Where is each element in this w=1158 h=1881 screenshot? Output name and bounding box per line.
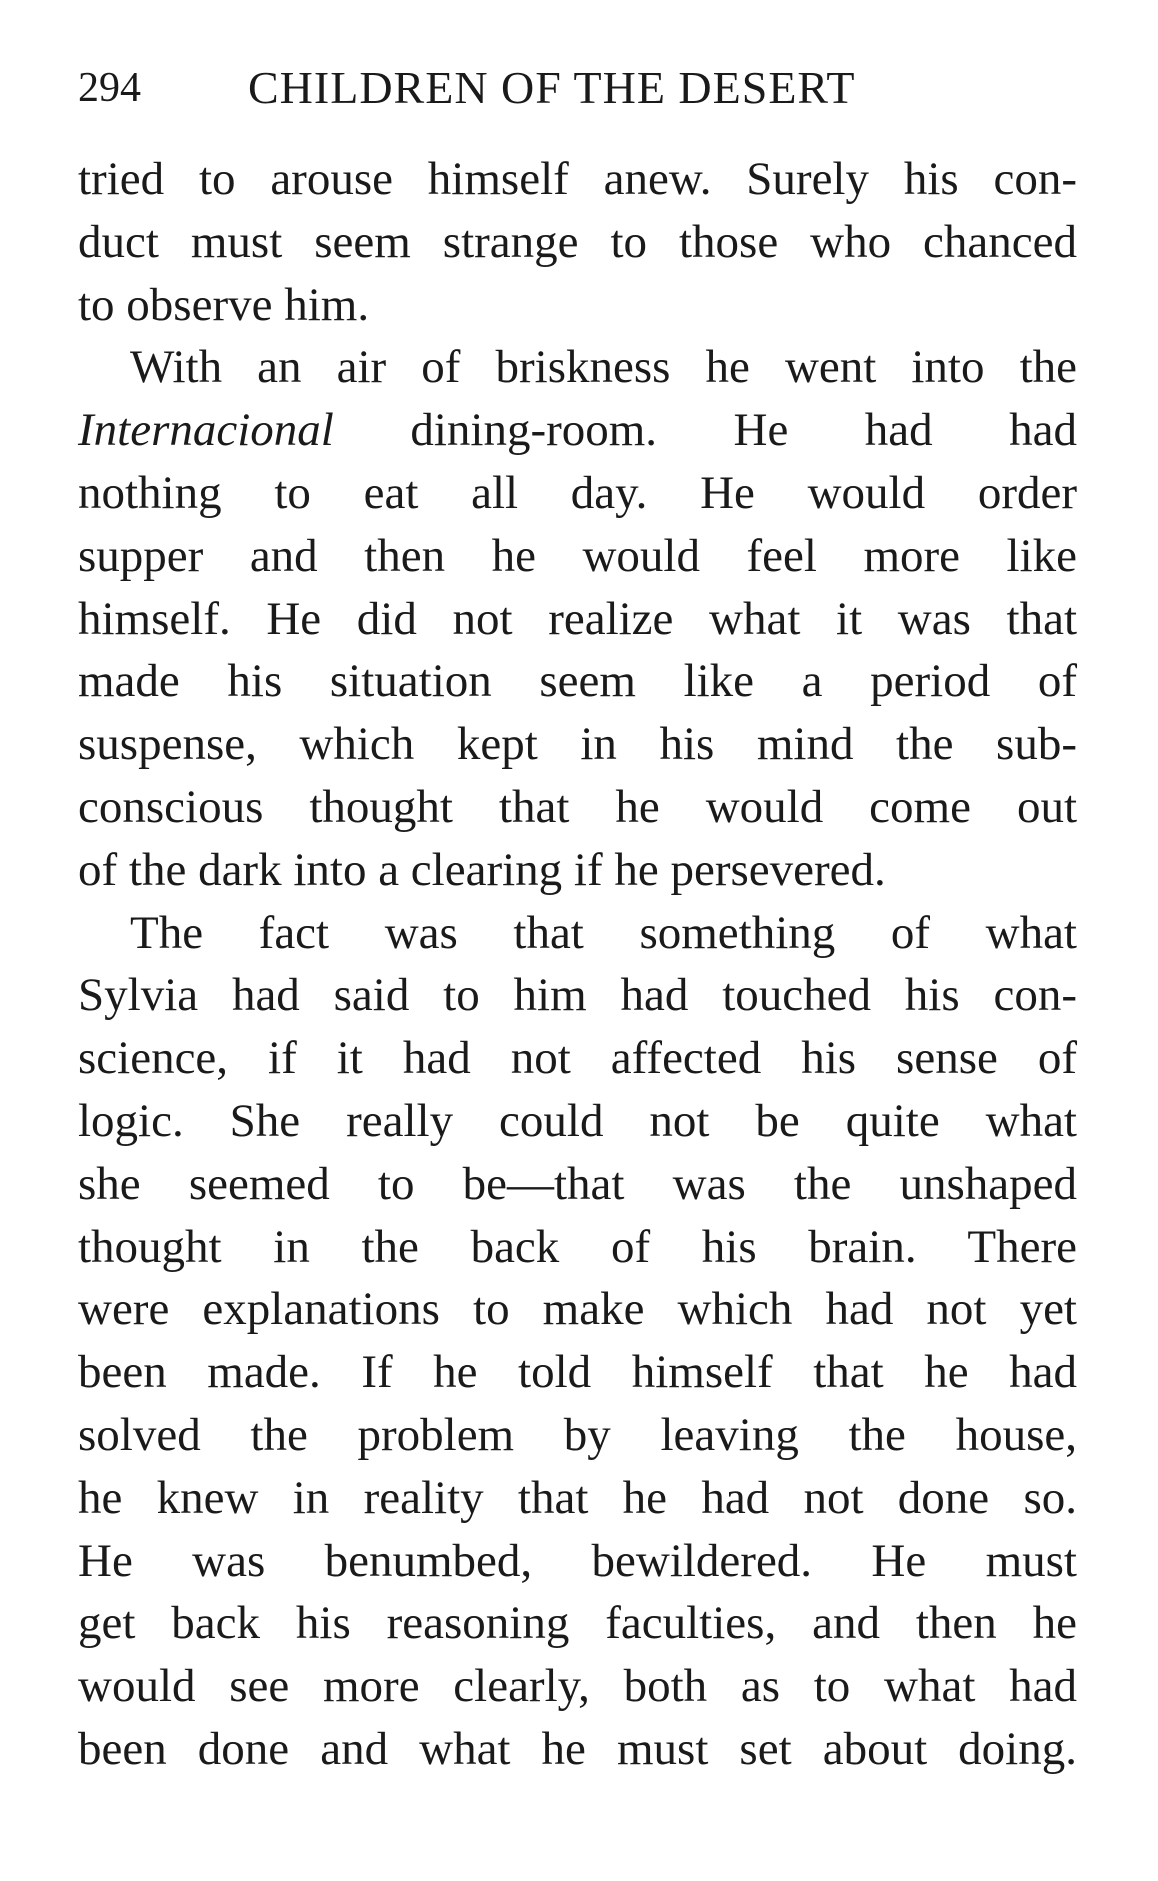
text-line: to observe him. — [78, 278, 370, 331]
text-line: He was benumbed, bewildered. He must — [78, 1534, 1077, 1587]
text-line: been done and what he must set about doing. — [78, 1722, 1077, 1775]
italic-hotel-name: Internacional — [78, 404, 334, 457]
text-fragment: dining-room. He had had — [410, 404, 1077, 457]
text-line: solved the problem by leaving the house, — [78, 1408, 1077, 1461]
text-line: made his situation seem like a period of — [78, 655, 1077, 708]
text-line — [78, 399, 1077, 462]
text-line: tried to arouse himself anew. Surely his con- — [78, 153, 1077, 205]
page-number: 294 — [78, 65, 141, 111]
text-line: science, if it had not affected his sense of — [78, 1032, 1077, 1085]
paragraph-start-line: With an air of briskness he went into the — [130, 341, 1077, 394]
text-line: logic. She really could not be quite what — [78, 1094, 1077, 1147]
text-line: duct must seem strange to those who chanced — [78, 215, 1077, 268]
text-line: of the dark into a clearing if he persevered. — [78, 843, 886, 896]
text-line: suspense, which kept in his mind the sub- — [78, 718, 1077, 771]
text-line: were explanations to make which had not yet — [78, 1283, 1077, 1336]
text-line: he knew in reality that he had not done so. — [78, 1471, 1077, 1524]
text-line: she seemed to be—that was the unshaped — [78, 1157, 1077, 1210]
text-line: get back his reasoning faculties, and then he — [78, 1597, 1077, 1650]
text-line: Sylvia had said to him had touched his con- — [78, 969, 1077, 1022]
text-line: been made. If he told himself that he had — [78, 1346, 1077, 1399]
paragraph-start-line: The fact was that something of what — [130, 906, 1077, 959]
text-line: himself. He did not realize what it was that — [78, 592, 1077, 645]
running-header — [78, 58, 1078, 118]
text-line: conscious thought that he would come out — [78, 780, 1077, 833]
text-line: would see more clearly, both as to what had — [78, 1660, 1077, 1713]
text-line: supper and then he would feel more like — [78, 529, 1077, 582]
text-line: thought in the back of his brain. There — [78, 1220, 1077, 1273]
running-title: CHILDREN OF THE DESERT — [248, 62, 856, 113]
body-text — [78, 148, 1077, 1781]
text-line: nothing to eat all day. He would order — [78, 466, 1077, 519]
